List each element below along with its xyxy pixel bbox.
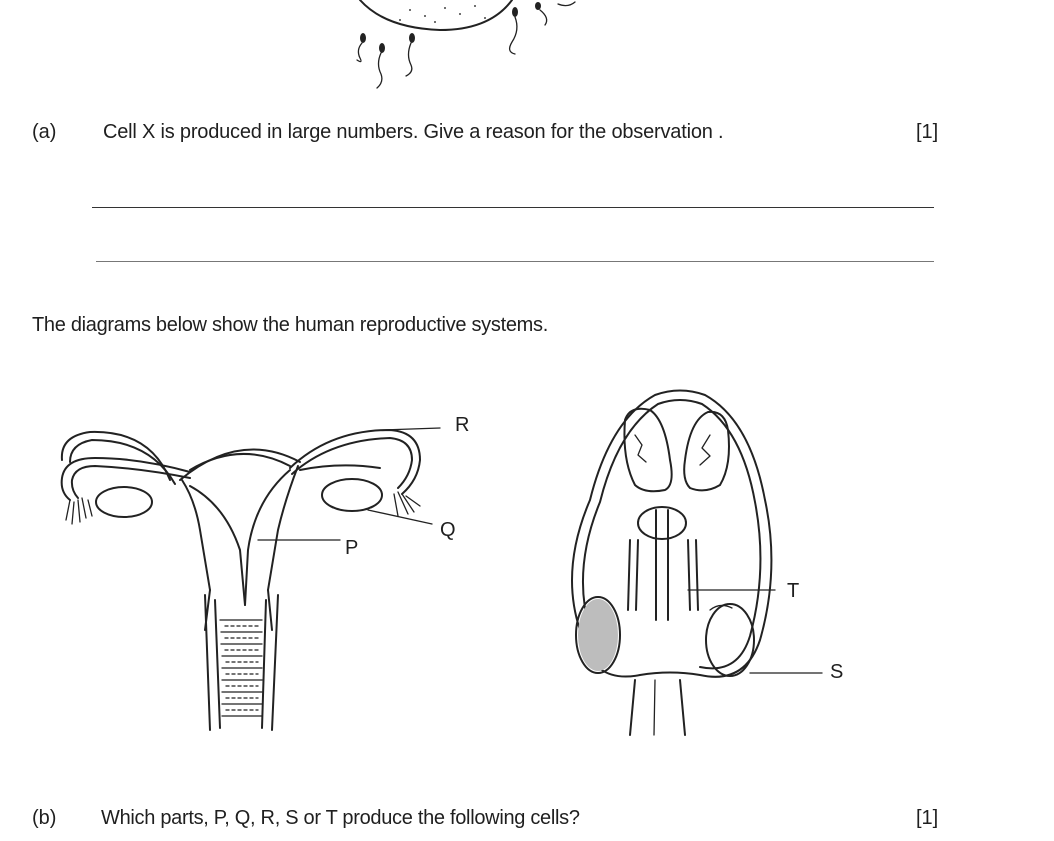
question-b-marks: [1]	[916, 807, 939, 829]
question-b-label: (b)	[32, 807, 57, 829]
question-b-text: Which parts, P, Q, R, S or T produce the following cells?	[101, 807, 580, 829]
female-reproductive-system-icon	[0, 400, 480, 760]
label-t: T	[787, 580, 800, 602]
label-s: S	[830, 661, 844, 683]
question-a-text: Cell X is produced in large numbers. Give a reason for the observation .	[103, 121, 724, 143]
label-p: P	[345, 537, 359, 559]
question-a-label: (a)	[32, 121, 57, 143]
label-r: R	[455, 414, 470, 436]
answer-line-2[interactable]	[96, 261, 934, 262]
question-a-marks: [1]	[916, 121, 939, 143]
male-reproductive-system-icon	[550, 390, 830, 740]
egg-cell-sperm-icon	[0, 0, 1054, 100]
diagram-intro-text: The diagrams below show the human reproductive systems.	[32, 314, 548, 336]
answer-line-1[interactable]	[92, 207, 934, 208]
label-q: Q	[440, 519, 456, 541]
